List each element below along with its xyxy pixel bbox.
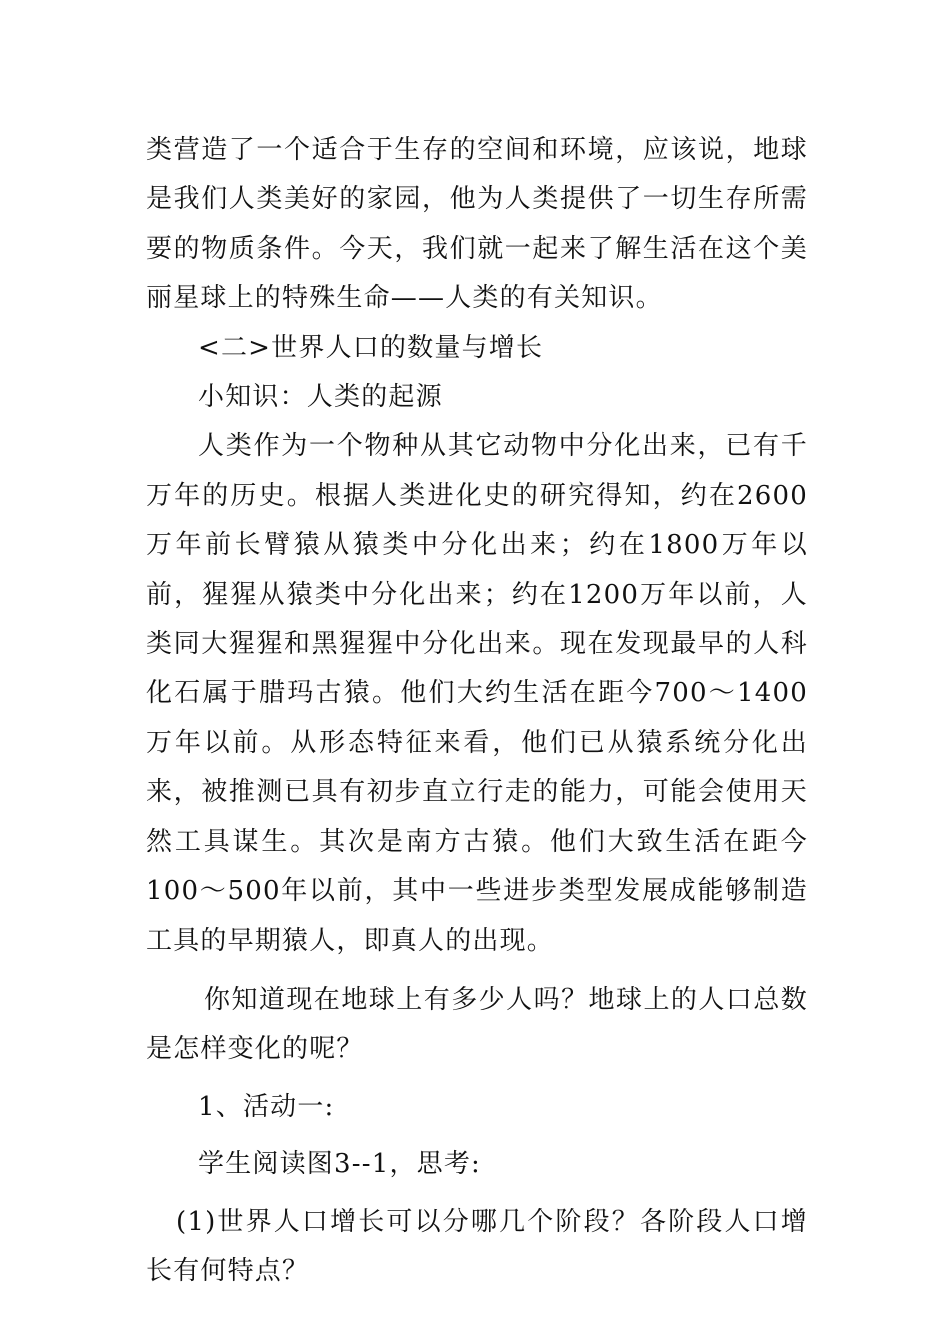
paragraph-human-origin: 人类作为一个物种从其它动物中分化出来，已有千万年的历史。根据人类进化史的研究得知，约在2600万年前长臂猿从猿类中分化出来；约在1800万年以前，猩猩从猿类中分化出来；约在1200万年以前，人类同大猩猩和黑猩猩中分化出来。现在发现最早的人科化石属于腊玛古猿。他们大约生活在距今700～1400万年以前。从形态特征来看，他们已从猿系统分化出来，被推测已具有初步直立行走的能力，可能会使用天然工具谋生。其次是南方古猿。他们大致生活在距今100～500年以前，其中一些进步类型发展成能够制造工具的早期猿人，即真人的出现。 bbox=[146, 431, 808, 956]
paragraph-intro-continuation: 类营造了一个适合于生存的空间和环境，应该说，地球是我们人类美好的家园，他为人类提供了一切生存所需要的物质条件。今天，我们就一起来了解生活在这个美丽星球上的特殊生命——人类的有关知识。 bbox=[146, 135, 808, 314]
question-item-1: (1)世界人口增长可以分哪几个阶段？各阶段人口增长有何特点？ bbox=[146, 1206, 808, 1286]
section-heading-population: <二>世界人口的数量与增长 bbox=[198, 332, 544, 363]
reading-instruction: 学生阅读图3--1，思考: bbox=[198, 1149, 482, 1180]
paragraph-question: 你知道现在地球上有多少人吗？地球上的人口总数是怎样变化的呢？ bbox=[146, 984, 808, 1065]
document-body bbox=[146, 126, 808, 1296]
activity-heading: 1、活动一: bbox=[198, 1091, 335, 1122]
subheading-knowledge-tip: 小知识：人类的起源 bbox=[198, 382, 443, 413]
